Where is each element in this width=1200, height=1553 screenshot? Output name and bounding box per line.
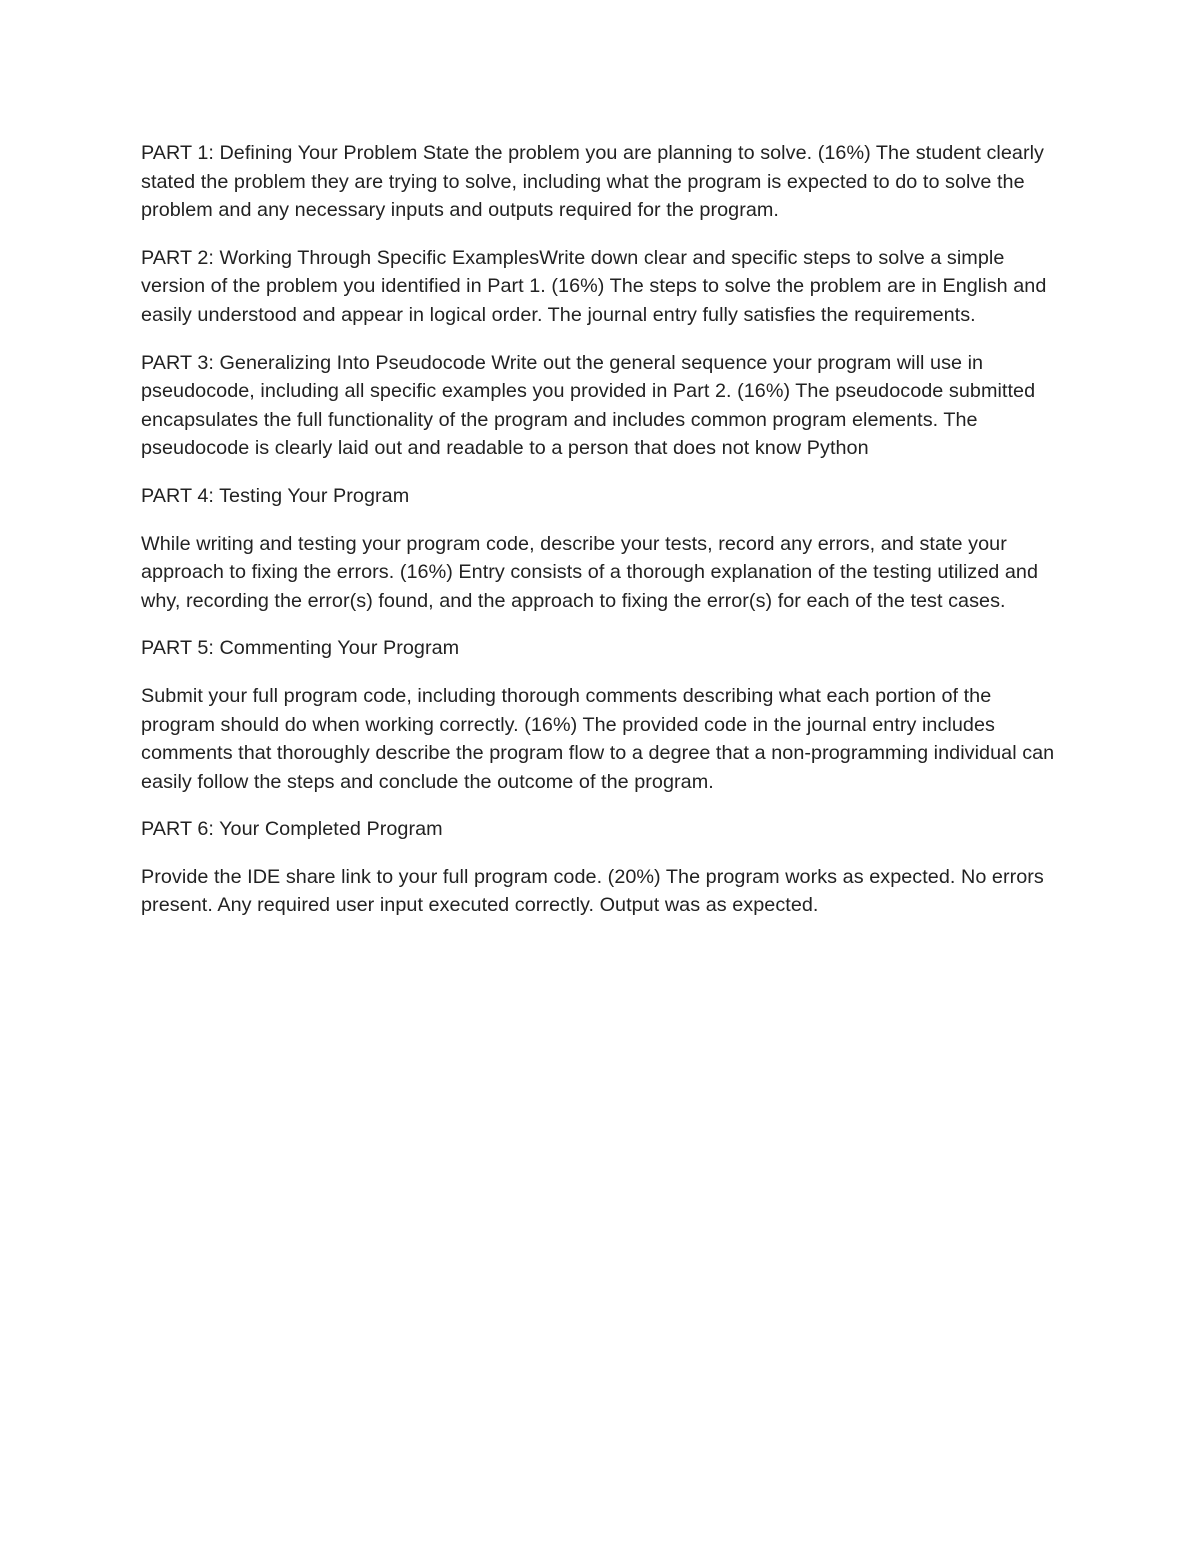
paragraph-part6-body: Provide the IDE share link to your full program code. (20%) The program works as expected. No errors present. Any required user input executed correctly. Output was as expected. bbox=[141, 865, 1044, 917]
heading-part4: PART 4: Testing Your Program bbox=[141, 484, 410, 507]
document-body bbox=[141, 139, 1066, 939]
paragraph-part4-body: While writing and testing your program code, describe your tests, record any errors, and state your approach to fixing the errors. (16%) Entry consists of a thorough explanation of the testing utilized and why, recording the error(s) found, and the approach to fixing the error(s) for each of the test cases. bbox=[141, 532, 1039, 612]
paragraph-part1: PART 1: Defining Your Problem State the problem you are planning to solve. (16%) The student clearly stated the problem they are trying to solve, including what the program is expected to do to solve the problem and any necessary inputs and outputs required for the program. bbox=[141, 142, 1044, 222]
paragraph-part2: PART 2: Working Through Specific ExamplesWrite down clear and specific steps to solve a simple version of the problem you identified in Part 1. (16%) The steps to solve the problem are in English and easily understood and appear in logical order. The journal entry fully satisfies the requirements. bbox=[141, 246, 1047, 326]
heading-part5: PART 5: Commenting Your Program bbox=[141, 637, 460, 660]
paragraph-part5-body: Submit your full program code, including thorough comments describing what each portion of the program should do when working correctly. (16%) The provided code in the journal entry includes comments that thoroughly describe the program flow to a degree that a non-programming individual can easily follow the steps and conclude the outcome of the program. bbox=[141, 684, 1055, 793]
heading-part6: PART 6: Your Completed Program bbox=[141, 818, 443, 841]
paragraph-part3: PART 3: Generalizing Into Pseudocode Write out the general sequence your program will use in pseudocode, including all specific examples you provided in Part 2. (16%) The pseudocode submitted encapsulates the full functionality of the program and includes common program elements. The pseudocode is clearly laid out and readable to a person that does not know Python bbox=[141, 351, 1036, 460]
